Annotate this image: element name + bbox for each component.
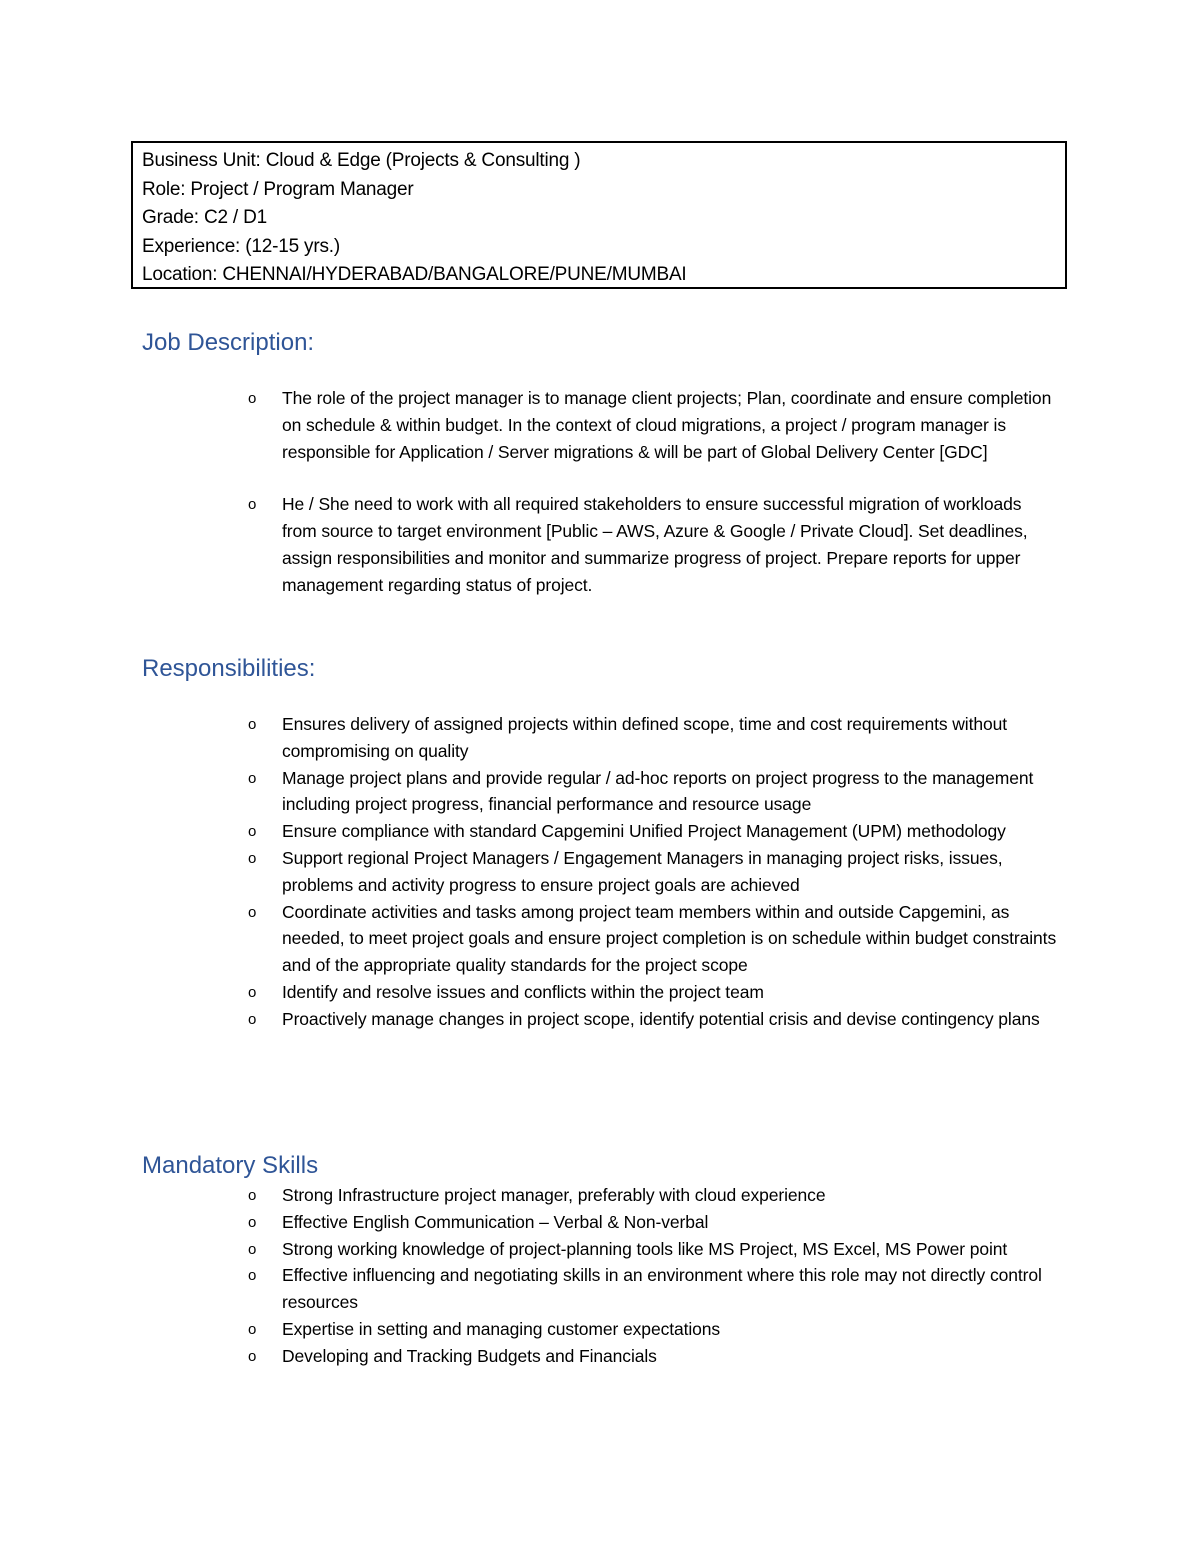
bullet-icon: o bbox=[248, 769, 257, 787]
bullet-icon: o bbox=[248, 1240, 257, 1258]
list-item bbox=[0, 899, 1200, 979]
business-unit-line: Business Unit: Cloud & Edge (Projects & Consulting ) bbox=[142, 150, 581, 171]
bullet-icon: o bbox=[248, 823, 257, 841]
bullet-icon: o bbox=[248, 390, 257, 407]
bullet-icon: o bbox=[248, 716, 257, 733]
list-item-text: Coordinate activities and tasks among project team members within and outside Capgemini, as needed, to meet project goals and ensure project completion is on schedule within budget constraints and of the appropriate quality standards for the project scope bbox=[282, 901, 1057, 976]
job-description-list bbox=[0, 385, 1200, 599]
job-description-heading: Job Description: bbox=[142, 329, 315, 356]
list-item-text: He / She need to work with all required stakeholders to ensure successful migration of workloads from source to target environment [Public – AWS, Azure & Google / Private Cloud]. Set deadlines, assign responsibilities and monitor and summarize progress of project. Prepare reports for upper management regarding status of project. bbox=[282, 494, 1028, 595]
list-item-text: The role of the project manager is to manage client projects; Plan, coordinate and ensure completion on schedule & within budget. In the context of cloud migrations, a project / program manager is responsible for Application / Server migrations & will be part of Global Delivery Center [GDC] bbox=[282, 388, 1052, 462]
list-item bbox=[0, 1316, 1200, 1343]
role-line: Role: Project / Program Manager bbox=[142, 178, 414, 200]
grade-line: Grade: C2 / D1 bbox=[142, 207, 267, 228]
list-item-text: Proactively manage changes in project scope, identify potential crisis and devise contingency plans bbox=[282, 1008, 1040, 1029]
bullet-icon: o bbox=[248, 1010, 257, 1028]
list-item-text: Strong Infrastructure project manager, preferably with cloud experience bbox=[282, 1185, 826, 1205]
bullet-icon: o bbox=[248, 1213, 257, 1231]
list-item bbox=[0, 711, 1200, 765]
responsibilities-list bbox=[0, 711, 1200, 1033]
list-item bbox=[0, 765, 1200, 819]
mandatory-skills-heading: Mandatory Skills bbox=[142, 1152, 319, 1179]
list-item-text: Ensures delivery of assigned projects within defined scope, time and cost requirements without compromising on quality bbox=[282, 714, 1008, 761]
list-item-text: Strong working knowledge of project-planning tools like MS Project, MS Excel, MS Power point bbox=[282, 1238, 1008, 1259]
bullet-icon: o bbox=[248, 1267, 257, 1285]
list-item-text: Effective influencing and negotiating skills in an environment where this role may not directly control resources bbox=[282, 1265, 1042, 1313]
job-info-box bbox=[131, 141, 1067, 289]
bullet-icon: o bbox=[248, 496, 257, 514]
bullet-icon: o bbox=[248, 903, 257, 921]
list-item-text: Developing and Tracking Budgets and Financials bbox=[282, 1345, 657, 1366]
bullet-icon: o bbox=[248, 849, 257, 867]
list-item-text: Identify and resolve issues and conflicts within the project team bbox=[282, 981, 764, 1002]
list-item bbox=[0, 1343, 1200, 1370]
location-line: Location: CHENNAI/HYDERABAD/BANGALORE/PUNE/MUMBAI bbox=[142, 264, 687, 285]
experience-line: Experience: (12-15 yrs.) bbox=[142, 235, 340, 257]
list-item-text: Support regional Project Managers / Engagement Managers in managing project risks, issues, problems and activity progress to ensure project goals are achieved bbox=[282, 847, 1003, 895]
list-item bbox=[0, 1262, 1200, 1316]
list-item bbox=[0, 1209, 1200, 1236]
list-item bbox=[0, 491, 1200, 598]
list-item bbox=[0, 385, 1200, 465]
list-item-text: Ensure compliance with standard Capgemini Unified Project Management (UPM) methodology bbox=[282, 821, 1006, 842]
list-item bbox=[0, 1236, 1200, 1263]
bullet-icon: o bbox=[248, 1347, 257, 1365]
responsibilities-heading: Responsibilities: bbox=[142, 655, 316, 682]
list-item-text: Expertise in setting and managing customer expectations bbox=[282, 1318, 721, 1339]
bullet-icon: o bbox=[248, 1187, 257, 1204]
list-item-text: Manage project plans and provide regular / ad-hoc reports on project progress to the management including project progress, financial performance and resource usage bbox=[282, 767, 1034, 815]
bullet-icon: o bbox=[248, 1320, 257, 1338]
bullet-icon: o bbox=[248, 983, 257, 1001]
list-item bbox=[0, 1182, 1200, 1209]
list-item bbox=[0, 818, 1200, 845]
list-item bbox=[0, 979, 1200, 1006]
mandatory-skills-list bbox=[0, 1182, 1200, 1370]
list-item-text: Effective English Communication – Verbal & Non-verbal bbox=[282, 1211, 709, 1232]
list-item bbox=[0, 845, 1200, 899]
list-item bbox=[0, 1006, 1200, 1033]
